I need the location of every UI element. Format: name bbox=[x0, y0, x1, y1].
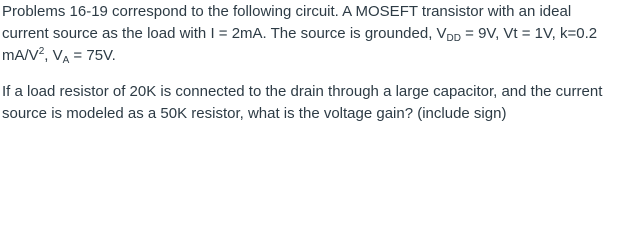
units-superscript: 2 bbox=[38, 46, 45, 57]
intro-line-2-text: current source as the load with I = 2mA. The source is grounded, V bbox=[2, 25, 447, 42]
intro-paragraph bbox=[2, 0, 638, 67]
question-document bbox=[2, 0, 638, 125]
intro-line-3-mid: , V bbox=[44, 47, 63, 64]
intro-line-3 bbox=[2, 45, 638, 67]
question-line-1: If a load resistor of 20K is connected to the drain through a large capacitor, and the current bbox=[2, 83, 603, 100]
intro-line-3-text: mA/V bbox=[2, 47, 39, 64]
intro-line-2-rest: = 9V, Vt = 1V, k=0.2 bbox=[461, 25, 598, 42]
question-line-2: source is modeled as a 50K resistor, what is the voltage gain? (include sign) bbox=[2, 105, 507, 122]
va-subscript: A bbox=[62, 55, 70, 66]
intro-line-1: Problems 16-19 correspond to the following circuit. A MOSEFT transistor with an ideal bbox=[2, 3, 572, 20]
intro-line-2 bbox=[2, 23, 638, 45]
vdd-subscript: DD bbox=[446, 33, 461, 44]
question-paragraph bbox=[2, 81, 638, 125]
intro-line-3-rest: = 75V. bbox=[69, 47, 116, 64]
